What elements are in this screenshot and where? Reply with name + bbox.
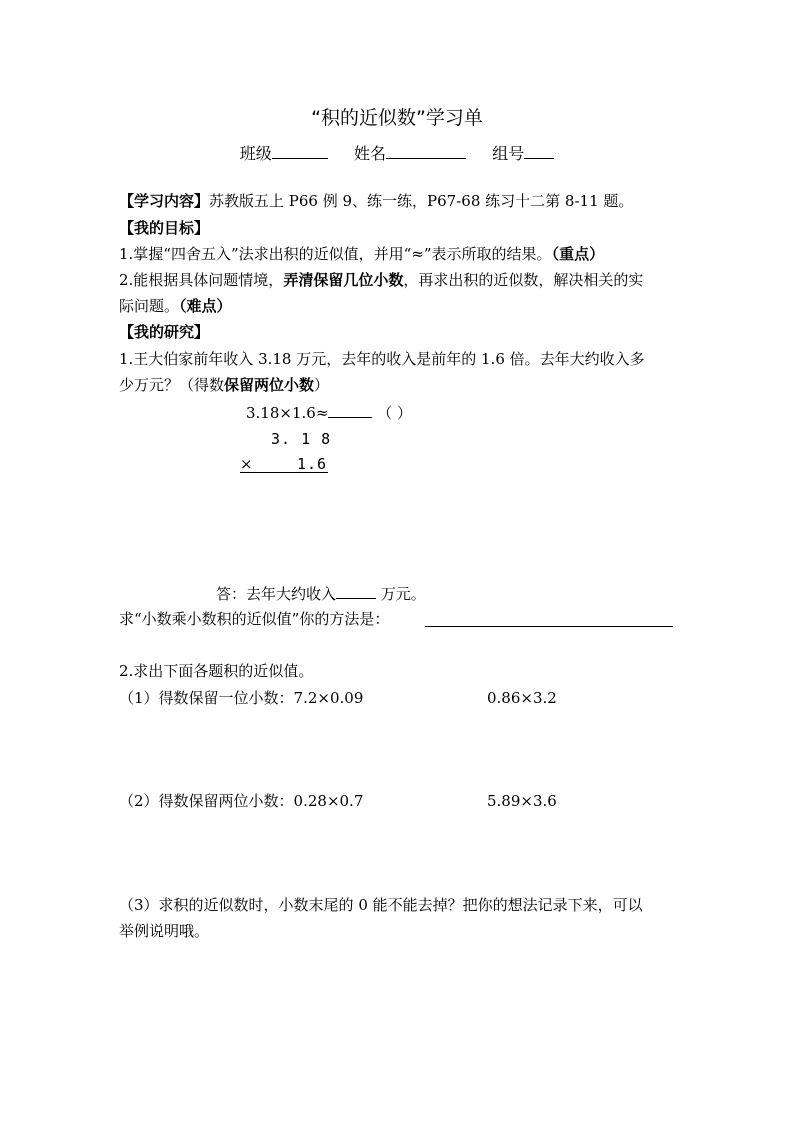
problem-3-line1: （3）求积的近似数时，小数末尾的 0 能不能去掉？把你的想法记录下来，可以: [119, 896, 643, 914]
research-heading: 【我的研究】: [119, 323, 210, 341]
equation-paren: （ ）: [377, 404, 412, 422]
goal-2-pre: 2.能根据具体问题情境，: [119, 271, 284, 289]
answer-line: [216, 584, 426, 603]
learning-content: [119, 192, 633, 210]
goal-2: [119, 271, 643, 289]
learning-content-text: 苏教版五上 P66 例 9、练一练，P67-68 练习十二第 8-11 题。: [209, 192, 634, 210]
q1-line2-post: ）: [314, 376, 330, 394]
method-line: [119, 610, 389, 628]
answer-post: 万元。: [380, 585, 426, 603]
group-label: 组号: [492, 144, 525, 163]
q1-line2-pre: 少万元？（得数: [119, 376, 225, 394]
goal-2-post: ，再求出积的近似数，解决相关的实: [403, 271, 644, 289]
answer-blank[interactable]: [336, 584, 376, 599]
vertical-bottom-row: [240, 455, 328, 473]
class-label: 班级: [239, 144, 272, 163]
goal-2-line2: 际问题。: [119, 297, 180, 315]
group-blank[interactable]: [524, 144, 554, 159]
class-blank[interactable]: [272, 144, 328, 159]
method-blank[interactable]: [425, 626, 673, 627]
method-text: 求“小数乘小数积的近似值”你的方法是：: [119, 610, 390, 628]
problem-3-line2: 举例说明哦。: [119, 922, 210, 940]
goal-1-tag: （重点）: [551, 245, 605, 263]
goal-2-cont: [119, 297, 232, 315]
answer-pre: 答：去年大约收入: [216, 585, 337, 603]
vertical-top: 3. 1 8: [271, 430, 332, 448]
student-info-line: [0, 144, 794, 163]
question-2-heading: 2.求出下面各题积的近似值。: [119, 662, 314, 680]
name-label: 姓名: [353, 144, 386, 163]
goal-1-text: 1.掌握“四舍五入”法求出积的近似值，并用“≈”表示所取的结果。: [119, 245, 552, 263]
question-1-line1: 1.王大伯家前年收入 3.18 万元，去年的收入是前年的 1.6 倍。去年大约收入多: [119, 350, 645, 368]
vertical-bottom: 1.6: [297, 455, 328, 473]
goal-1: [119, 245, 604, 263]
problem-1-label: （1）得数保留一位小数：7.2×0.09: [119, 689, 364, 707]
problem-1-b: 0.86×3.2: [487, 689, 557, 707]
equation-blank[interactable]: [328, 403, 372, 418]
problem-2-b: 5.89×3.6: [487, 792, 557, 810]
name-blank[interactable]: [386, 144, 466, 159]
page-title: “积的近似数”学习单: [311, 107, 483, 129]
question-1-line2: [119, 376, 329, 394]
equation-line: [246, 403, 412, 422]
learning-content-label: 【学习内容】: [119, 192, 210, 210]
equation-left: 3.18×1.6≈: [246, 404, 329, 422]
goals-heading: 【我的目标】: [119, 219, 210, 237]
times-sign: ×: [240, 455, 253, 473]
q1-line2-bold: 保留两位小数: [224, 376, 315, 394]
problem-2-label: （2）得数保留两位小数：0.28×0.7: [119, 792, 364, 810]
goal-2-tag: （难点）: [179, 297, 232, 315]
goal-2-bold: 弄清保留几位小数: [283, 271, 404, 289]
